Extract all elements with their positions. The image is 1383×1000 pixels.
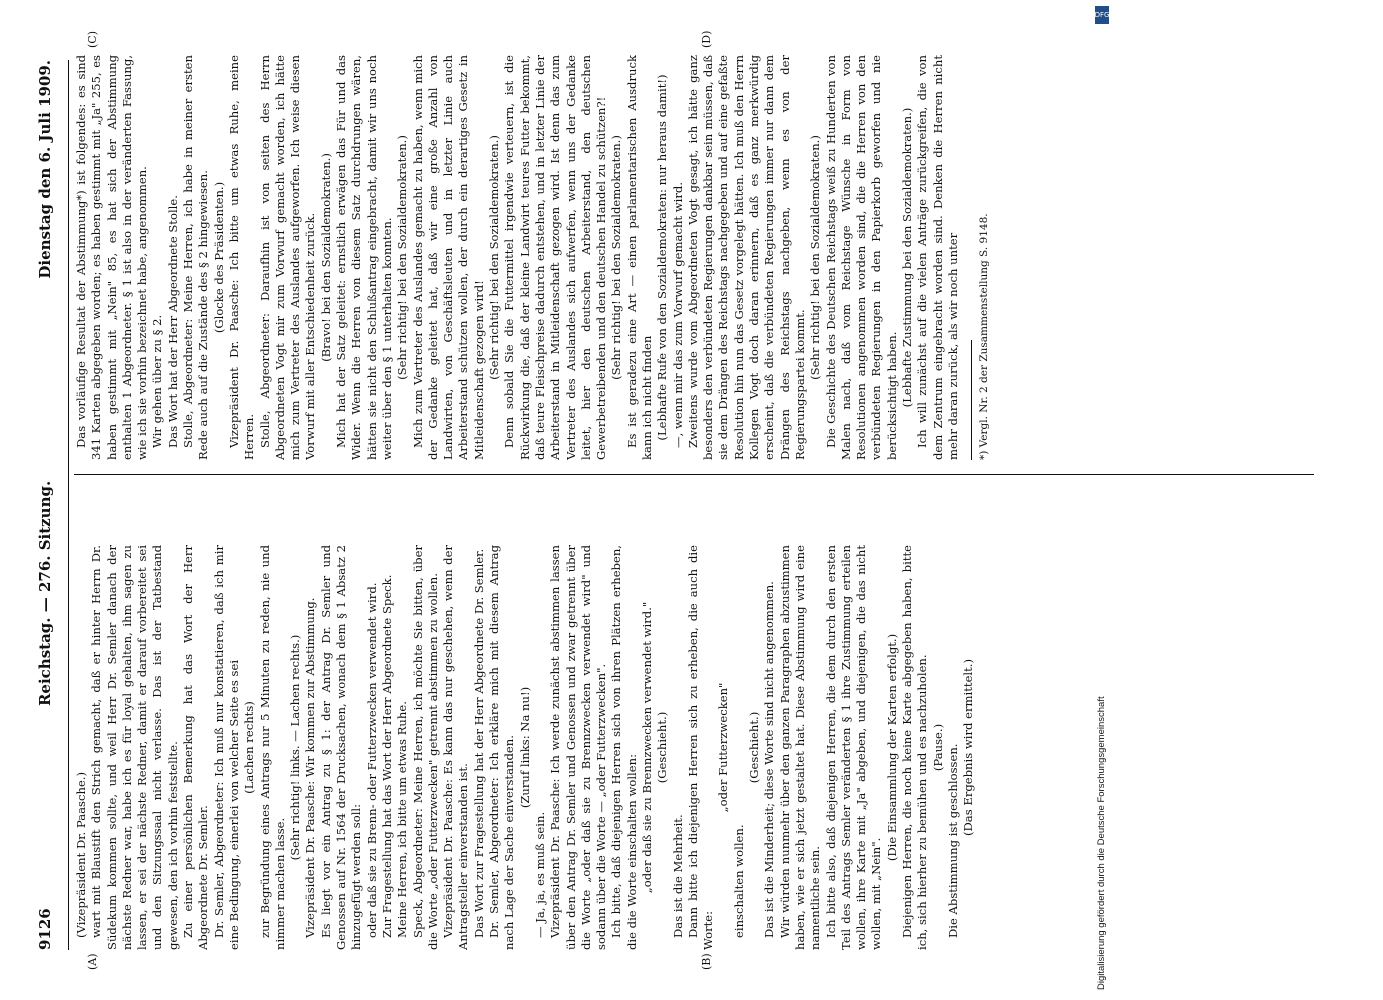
text-column-left [74,545,1324,950]
paragraph: (Glocke des Präsidenten.) [211,181,226,334]
paragraph: Stolle, Abgeordneter: Daraufhin ist von seiten des Herrn Abgeordneten Vogt mir zum Vorwurf gemacht worden, ich hätte mich zum Vertreter des Auslandes aufgeworfen. Ich weise diesen Vorwurf mit aller Entschiedenheit zurück. [257,55,318,460]
paragraph: (Die Einsammlung der Karten erfolgt.) [884,633,899,862]
paragraph: (Pause.) [930,723,945,772]
funding-note [1095,6,1109,996]
paragraph: wart mit Blaustift den Strich gemacht, daß er hinter Herrn Dr. Südekum kommen sollte, und weil Herr Dr. Semler danach der nächste Redner war, habe ich es für loyal gehalten, ihm sagen zu lassen, er sei der nächste Redner, damit er darauf vorbereitet sei und den Sitzungssaal nicht verlasse. Das ist der Tatbestand gewesen, den ich vorhin feststellte. [89,545,180,950]
paragraph: Zur Fragestellung hat das Wort der Herr Abgeordnete Speck. [379,574,394,938]
paragraph: einschalten wollen. [731,824,746,938]
margin-marker-b: (B) [700,953,713,970]
paragraph: (Sehr richtig! bei den Sozialdemokraten.) [808,135,823,380]
footnote-rule [971,340,972,460]
paragraph: (Vizepräsident Dr. Paasche.) [74,771,88,938]
paragraph: Das Wort hat der Herr Abgeordnete Stolle. [165,195,180,448]
paragraph: Mich zum Vertreter des Auslandes gemacht zu haben, wenn mich der Gedanke geleitet hat, daß wir eine große Anzahl von Landwirten, von Geschäftsleuten und in letzter Linie auch Arbeiterstand schützen wollen, der durch ein derartiges Gesetz in Mitleidenschaft gezogen wird! [410,55,486,460]
header-date: Dienstag den 6. Juli 1909. [36,60,54,279]
paragraph: Dr. Semler, Abgeordneter: Ich muß nur konstatieren, daß ich mir eine Bedingung, einerlei von welcher Seite es sei [211,545,241,950]
header-rule [68,60,69,950]
paragraph: (Bravo! bei den Sozialdemokraten.) [318,153,333,362]
paragraph: Ich will zunächst auf die vielen Anträge zurückgreifen, die von dem Zentrum eingebracht worden sind. Denken die Herren nicht mehr daran zurück, als wir noch unter [915,55,960,460]
paragraph: Ich bitte also, daß diejenigen Herren, die dem durch den ersten Teil des Antrags Semler veränderten § 1 ihre Zustimmung erteilen wollen, ihre Karte mit „Ja" abgeben, und diejenigen, die das nicht wollen, mit „Nein". [823,545,884,950]
paragraph: Das ist die Mehrheit. [670,814,685,938]
paragraph: Speck, Abgeordneter: Meine Herren, ich möchte Sie bitten, über die Worte „oder Futterzwecken" getrennt abstimmen zu wollen. [410,545,440,950]
paragraph: (Lachen rechts) [242,701,257,794]
paragraph: (Geschieht.) [655,711,670,784]
paragraph: Vizepräsident Dr. Paasche: Wir kommen zur Abstimmung. [303,597,318,938]
paragraph: „oder Futterzwecken" [716,682,731,813]
paragraph: Wir würden nunmehr über den ganzen Paragraphen abzustimmen haben, wie er sich jetzt gestaltet hat. Diese Abstimmung wird eine namentliche sein. [777,545,823,950]
funding-note-text: Digitalisierung gefördert durch die Deutsche Forschungsgemeinschaft [1096,696,1107,990]
paragraph: (Sehr richtig! bei den Sozialdemokraten.) [395,135,410,380]
paragraph: Meine Herren, ich bitte um etwas Ruhe. [395,701,410,938]
paragraph: Das ist die Minderheit; diese Worte sind nicht angenommen. [762,581,777,938]
column-divider [74,474,1314,475]
paragraph: (Das Ergebnis wird ermittelt.) [961,658,976,837]
margin-marker-d: (D) [700,30,713,48]
paragraph: Dann bitte ich diejenigen Herren sich zu erheben, die auch die Worte: [685,545,716,950]
paragraph: Zu einer persönlichen Bemerkung hat das Wort der Herr Abgeordnete Dr. Semler. [181,545,211,950]
paragraph: Die Geschichte des Deutschen Reichstags weiß zu Hunderten von Malen nach, daß vom Reichstage Wünsche in Form von Resolutionen angenommen worden sind, die die Herren von den verbündeten Regierungen in den Papierkorb geworfen und nie berücksichtigt haben. [823,55,899,460]
paragraph: oder daß sie zu Brenn- oder Futterzwecken verwendet wird. [364,582,379,938]
paragraph: Vizepräsident Dr. Paasche: Ich bitte um etwas Ruhe, meine Herren. [226,55,257,460]
paragraph: Denn sobald Sie die Futtermittel irgendwie verteuern, ist die Rückwirkung die, daß der kleine Landwirt teures Futter bekommt, daß teure Fleischpreise dadurch entstehen, und in letzter Linie der Arbeiterstand in Mitleidenschaft gezogen wird. Ist denn das zum Vertreter des Auslandes sich aufwerfen, wenn uns der Gedanke leitet, hier den deutschen Arbeiterstand, den deutschen Gewerbetreibenden und den deutschen Handel zu schützen?! [502,55,609,460]
paragraph: (Geschieht.) [747,711,762,784]
paragraph: Es liegt vor ein Antrag zu § 1: der Antrag Dr. Semler und Genossen auf Nr. 1564 der Drucksachen, wonach dem § 1 Absatz 2 hinzugefügt werden soll: [318,545,364,950]
text-column-right [74,55,1324,460]
paragraph: (Sehr richtig! links. — Lachen rechts.) [288,634,303,861]
paragraph: Mich hat der Satz geleitet: ernstlich erwägen das Für und das Wider. Wenn die Herren von diesem Satz durchdrungen wären, hätten sie nicht den Schlußantrag eingebracht, damit wir uns noch weiter über den § 1 unterhalten konnten. [334,55,394,460]
paragraph: (Lebhafte Rufe von den Sozialdemokraten: nur heraus damit!) [655,74,670,441]
paragraph: Das Wort zur Fragestellung hat der Herr Abgeordnete Dr. Semler. [471,548,486,938]
paragraph: Wir gehen über zu § 2. [150,314,165,448]
paragraph: (Sehr richtig! bei den Sozialdemokraten.) [609,135,624,380]
page-number: 9126 [36,908,54,950]
paragraph: (Zuruf links: Na nu!) [517,686,532,809]
page-header [36,60,64,950]
paragraph: (Sehr richtig! bei den Sozialdemokraten.) [487,135,502,380]
header-title: Reichstag. — 276. Sitzung. [36,480,54,707]
paragraph: Stolle, Abgeordneter: Meine Herren, ich habe in meiner ersten Rede auch auf die Zustände des § 2 hingewiesen. [181,55,211,460]
paragraph: — Ja, ja, es muß sein. [532,811,547,938]
paragraph: „oder daß sie zu Brennzwecken verwendet wird." [639,601,654,894]
paragraph: Dr. Semler, Abgeordneter: Ich erkläre mich mit diesem Antrag nach Lage der Sache einverstanden. [487,545,517,950]
footnote: *) Vergl. Nr. 2 der Zusammenstellung S. 9148. [978,213,991,460]
paragraph: Diejenigen Herren, die noch keine Karte abgegeben haben, bitte ich, sich hierher zu bemühen und es nachzuholen. [900,545,930,950]
paragraph: Vizepräsident Dr. Paasche: Es kann das nur geschehen, wenn der Antragsteller einverstanden ist. [441,545,471,950]
paragraph: zur Begründung eines Antrags nur 5 Minuten zu reden, nie und nimmer machen lasse. [257,545,287,950]
paragraph: Das vorläufige Resultat der Abstimmung*) ist folgendes: es sind 341 Karten abgegeben worden; es haben gestimmt mit „Ja" 255, es haben gestimmt mit „Nein" 85, es hat sich der Abstimmung enthalten 1 Abgeordneter. § 1 ist also in der veränderten Fassung, wie ich sie vorhin bezeichnet habe, angenommen. [74,55,150,460]
paragraph: Es ist geradezu eine Art — einen parlamentarischen Ausdruck kann ich nicht finden [624,55,654,460]
paragraph: Die Abstimmung ist geschlossen. [945,743,960,938]
paragraph: —, wenn mir das zum Vorwurf gemacht wird. [670,181,685,448]
paragraph: Ich bitte, daß diejenigen Herren sich von ihren Plätzen erheben, die die Worte einschalten wollen: [609,545,639,950]
dfg-logo: DFG [1095,6,1109,24]
margin-marker-c: (C) [86,31,99,48]
paragraph: (Lebhafte Zustimmung bei den Sozialdemokraten.) [900,107,915,408]
margin-marker-a: (A) [86,953,99,970]
paragraph: Zweitens wurde vom Abgeordneten Vogt gesagt, ich hätte ganz besonders den verbündeten Regierungen dankbar sein müssen, daß sie dem Drängen des Reichstags nachgegeben und auf eine gefaßte Resolution hin nun das Gesetz vorgelegt hätten. Ich muß den Herrn Kollegen Vogt doch daran erinnern, daß es ganz merkwürdig erscheint, daß die verbündeten Regierungen immer nur dann dem Drängen des Reichstags nachgeben, wenn es von der Regierungspartei kommt. [685,55,807,460]
paragraph: Vizepräsident Dr. Paasche: Ich werde zunächst abstimmen lassen über den Antrag Dr. Semler und Genossen und zwar getrennt über die Worte „oder daß sie zu Brennzwecken verwendet wird" und sodann über die Worte — „oder Futterzwecken". [548,545,609,950]
